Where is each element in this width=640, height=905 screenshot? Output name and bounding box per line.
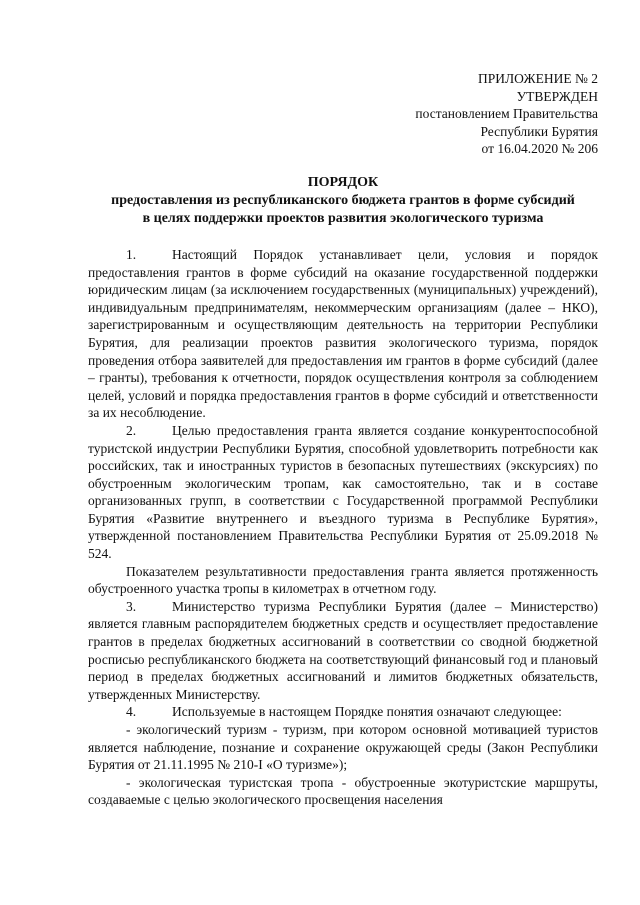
definition-eco-tourism <box>88 721 598 774</box>
definition-eco-trail <box>88 774 598 809</box>
paragraph-text: Используемые в настоящем Порядке понятия означают следующее: <box>172 704 562 720</box>
paragraph-text: Показателем результативности предоставления гранта является протяженность обустроенного участка тропы в километрах в отчетном году. <box>88 563 598 597</box>
paragraph-text: - экологический туризм - туризм, при котором основной мотивацией туристов является наблюдение, познание и сохранение окружающей среды (Закон Республики Бурятия от 21.11.1995 № 210-I «О туризме»); <box>88 722 598 773</box>
paragraph-text: Министерство туризма Республики Бурятия (далее – Министерство) является главным распорядителем бюджетных средств и осуществляет предоставление грантов в пределах бюджетных ассигнований в соответствии со сводной бюджетной росписью республиканского бюджета на соответствующий финансовый год и плановый период в пределах бюджетных ассигнований и лимитов бюджетных обязательств, утвержденных Министерству. <box>88 598 598 702</box>
document-page <box>88 70 598 809</box>
paragraph-text: Настоящий Порядок устанавливает цели, условия и порядок предоставления грантов в форме субсидий на оказание государственной поддержки юридическим лицам (за исключением государственных (муниципальных) учреждений), индивидуальным предпринимателям, некоммерческим организациям (далее – НКО), зарегистрированным и осуществляющим деятельность на территории Республики Бурятия, для реализации проектов развития экологического туризма, порядок проведения отбора заявителей для предоставления им грантов в форме субсидий (далее – гранты), требования к отчетности, порядок осуществления контроля за соблюдением целей, условий и порядка предоставления грантов в форме субсидий и ответственности за их несоблюдение. <box>88 246 598 421</box>
paragraph-text: Целью предоставления гранта является создание конкурентоспособной туристской индустрии Республики Бурятия, способной удовлетворить потребности как российских, так и иностранных туристов в безопасных путешествиях (экскурсиях) по обустроенным экологическим тропам, как самостоятельно, так и в составе организованных групп, в соответствии с Государственной программой Республики Бурятия «Развитие внутреннего и въездного туризма в Республике Бурятия», утвержденной постановлением Правительства Республики Бурятия от 25.09.2018 № 524. <box>88 422 598 562</box>
approval-date: от 16.04.2020 № 206 <box>481 141 598 157</box>
approved-label: УТВЕРЖДЕН <box>516 88 598 104</box>
paragraph-number: 4. <box>126 704 137 720</box>
document-subtitle-line-1: предоставления из республиканского бюджета грантов в форме субсидий <box>111 192 575 208</box>
paragraph-number: 2. <box>126 422 137 438</box>
paragraph-4 <box>88 703 598 721</box>
document-subtitle-line-2: в целях поддержки проектов развития экологического туризма <box>142 210 544 226</box>
paragraph-number: 1. <box>126 246 137 262</box>
appendix-number: ПРИЛОЖЕНИЕ № 2 <box>477 71 598 86</box>
document-body <box>88 246 598 809</box>
document-title: ПОРЯДОК <box>307 174 379 190</box>
paragraph-2-indicator <box>88 563 598 598</box>
paragraph-text: - экологическая туристская тропа - обустроенные экотуристские маршруты, создаваемые с целью экологического просвещения населения <box>88 774 598 808</box>
paragraph-number: 3. <box>126 598 137 614</box>
paragraph-1 <box>88 246 598 422</box>
paragraph-2 <box>88 422 598 563</box>
approval-region: Республики Бурятия <box>480 123 598 139</box>
paragraph-3 <box>88 598 598 704</box>
approval-authority: постановлением Правительства <box>415 106 598 122</box>
approval-header <box>88 70 598 158</box>
